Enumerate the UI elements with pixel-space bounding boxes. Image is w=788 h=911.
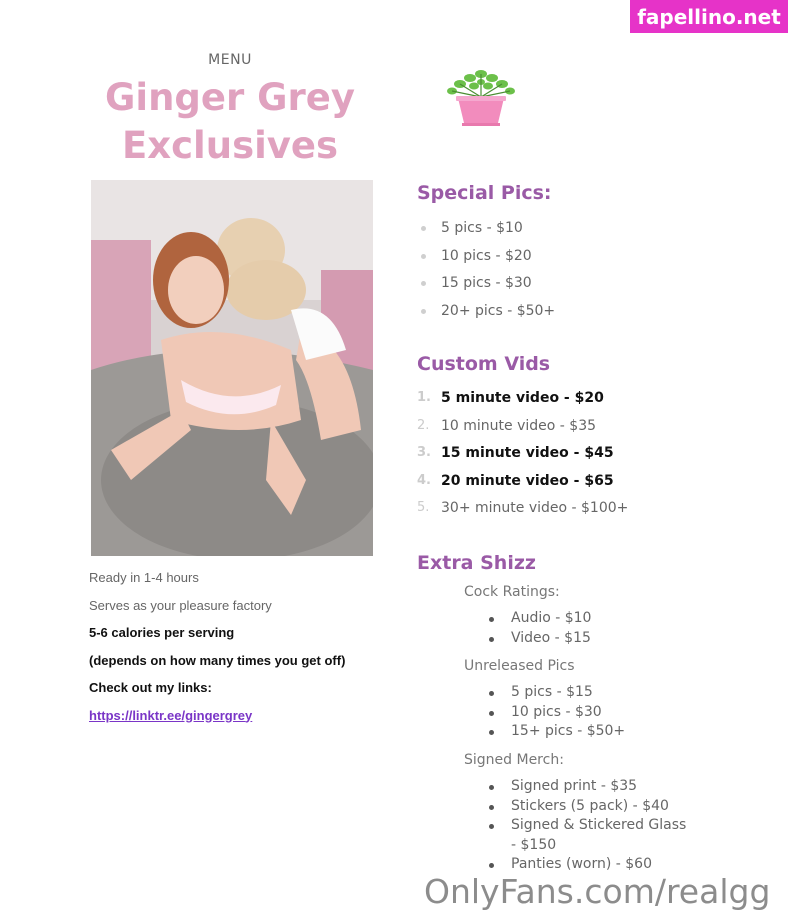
signed-merch-list	[511, 777, 686, 875]
special-pics-heading: Special Pics:	[417, 182, 552, 204]
item-number: 2.	[417, 417, 430, 433]
title-line-1: Ginger Grey	[105, 76, 355, 119]
list-item: Signed & Stickered Glass	[511, 816, 686, 836]
serves-note: Serves as your pleasure factory	[89, 597, 272, 613]
list-item: Panties (worn) - $60	[511, 855, 686, 875]
list-item	[417, 498, 629, 526]
potted-plant-icon	[440, 60, 522, 130]
model-photo	[91, 180, 373, 556]
list-item: Audio - $10	[511, 609, 591, 629]
signed-merch-heading: Signed Merch:	[464, 752, 564, 768]
list-item	[417, 416, 628, 444]
list-item	[417, 388, 628, 416]
list-item: 20+ pics - $50+	[441, 301, 555, 329]
list-item: 10 pics - $20	[441, 246, 555, 274]
custom-vids-heading: Custom Vids	[417, 353, 551, 375]
depends-note: (depends on how many times you get off)	[89, 652, 346, 668]
special-pics-list	[441, 218, 555, 328]
links-heading: Check out my links:	[89, 680, 212, 695]
list-item	[417, 443, 628, 471]
list-item: 15 pics - $30	[441, 273, 555, 301]
item-number: 3.	[417, 445, 431, 460]
item-number: 4.	[417, 472, 431, 488]
list-item: Video - $15	[511, 629, 591, 649]
ready-time: Ready in 1-4 hours	[89, 570, 199, 585]
list-item: 5 pics - $10	[441, 218, 555, 246]
item-label: 30+ minute video - $100+	[441, 500, 629, 516]
item-label: 5 minute video - $20	[441, 390, 604, 406]
item-label: 10 minute video - $35	[441, 417, 597, 434]
cock-ratings-heading: Cock Ratings:	[464, 584, 560, 600]
description-block	[89, 568, 409, 733]
page-title	[90, 74, 370, 170]
list-item: 10 pics - $30	[511, 703, 625, 723]
unreleased-pics-list	[511, 683, 625, 742]
site-watermark: fapellino.net	[630, 0, 788, 33]
list-item-continuation: - $150	[511, 836, 557, 853]
calories-note: 5-6 calories per serving	[89, 625, 235, 640]
cock-ratings-list	[511, 609, 591, 648]
list-item	[417, 471, 628, 499]
title-line-2: Exclusives	[121, 124, 339, 167]
menu-label: MENU	[208, 52, 252, 68]
extra-shizz-heading: Extra Shizz	[417, 552, 536, 574]
linktree-link[interactable]: https://linktr.ee/gingergrey	[89, 707, 253, 723]
list-item: 15+ pics - $50+	[511, 722, 625, 742]
item-label: 15 minute video - $45	[441, 445, 614, 461]
list-item: Stickers (5 pack) - $40	[511, 797, 686, 817]
item-number: 1.	[417, 390, 431, 405]
list-item: Signed print - $35	[511, 777, 686, 797]
list-item: 5 pics - $15	[511, 683, 625, 703]
item-label: 20 minute video - $65	[441, 472, 614, 489]
footer-watermark: OnlyFans.com/realgg	[424, 872, 771, 911]
item-number: 5.	[417, 500, 430, 515]
custom-vids-list	[417, 388, 629, 526]
unreleased-pics-heading: Unreleased Pics	[464, 658, 575, 674]
